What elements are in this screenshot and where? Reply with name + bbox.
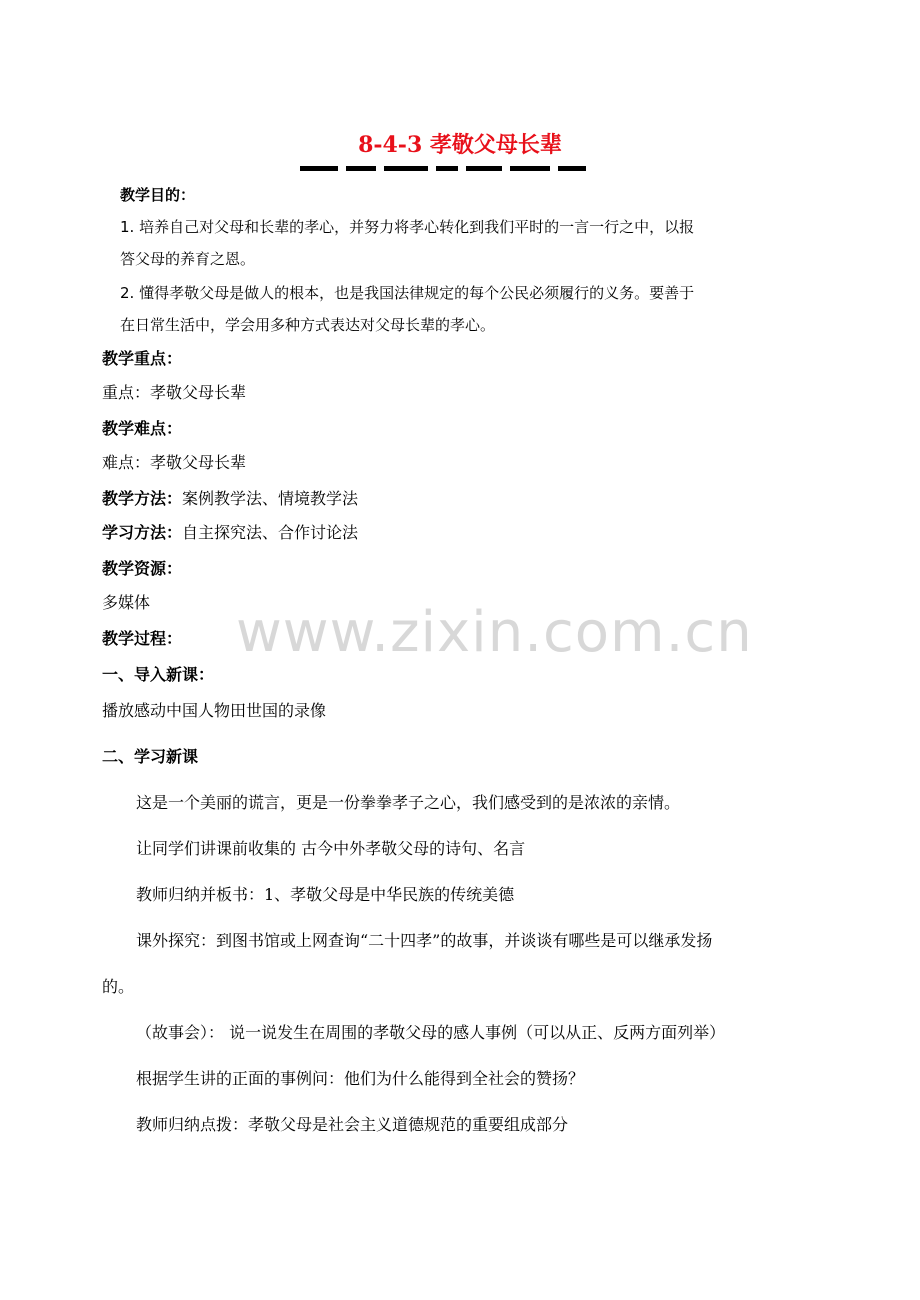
teaching-method: 教学方法：案例教学法、情境教学法 — [102, 489, 359, 508]
objective-1-line-2: 答父母的养育之恩。 — [120, 250, 256, 268]
key-points-heading: 教学重点： — [102, 349, 183, 368]
section-2-paragraph-3: 教师归纳并板书：1、孝敬父母是中华民族的传统美德 — [136, 885, 515, 904]
cropped-subtitle-remnant — [300, 156, 600, 172]
process-heading: 教学过程： — [102, 629, 183, 648]
objectives-heading: 教学目的： — [120, 186, 196, 204]
objective-2-line-2: 在日常生活中，学会用多种方式表达对父母长辈的孝心。 — [120, 316, 496, 334]
section-2-paragraph-4-line-2: 的。 — [102, 977, 135, 996]
objective-2-line-1: 2. 懂得孝敬父母是做人的根本，也是我国法律规定的每个公民必须履行的义务。要善于 — [120, 284, 695, 302]
learning-method: 学习方法：自主探究法、合作讨论法 — [102, 523, 359, 542]
page-title: 8-4-3 孝敬父母长辈 — [358, 132, 562, 158]
section-2-paragraph-7: 教师归纳点拨：孝敬父母是社会主义道德规范的重要组成部分 — [136, 1115, 569, 1134]
section-1-heading: 一、导入新课： — [102, 665, 215, 684]
section-2-heading: 二、学习新课 — [102, 747, 199, 766]
section-2-paragraph-1: 这是一个美丽的谎言，更是一份拳拳孝子之心，我们感受到的是浓浓的亲情。 — [136, 793, 681, 812]
difficulties-text: 难点：孝敬父母长辈 — [102, 453, 247, 472]
resources-text: 多媒体 — [102, 593, 151, 612]
resources-heading: 教学资源： — [102, 559, 183, 578]
section-2-paragraph-4-line-1: 课外探究：到图书馆或上网查询“二十四孝”的故事，并谈谈有哪些是可以继承发扬 — [136, 931, 713, 950]
section-2-paragraph-6: 根据学生讲的正面的事例问：他们为什么能得到全社会的赞扬？ — [136, 1069, 585, 1088]
section-2-paragraph-2: 让同学们讲课前收集的 古今中外孝敬父母的诗句、名言 — [136, 839, 526, 858]
watermark: www.zixin.com.cn — [236, 600, 753, 665]
section-2-paragraph-5: （故事会）： 说一说发生在周围的孝敬父母的感人事例（可以从正、反两方面列举） — [136, 1023, 726, 1042]
section-1-text: 播放感动中国人物田世国的录像 — [102, 701, 327, 720]
difficulties-heading: 教学难点： — [102, 419, 183, 438]
key-points-text: 重点：孝敬父母长辈 — [102, 383, 247, 402]
objective-1-line-1: 1. 培养自己对父母和长辈的孝心，并努力将孝心转化到我们平时的一言一行之中，以报 — [120, 218, 695, 236]
